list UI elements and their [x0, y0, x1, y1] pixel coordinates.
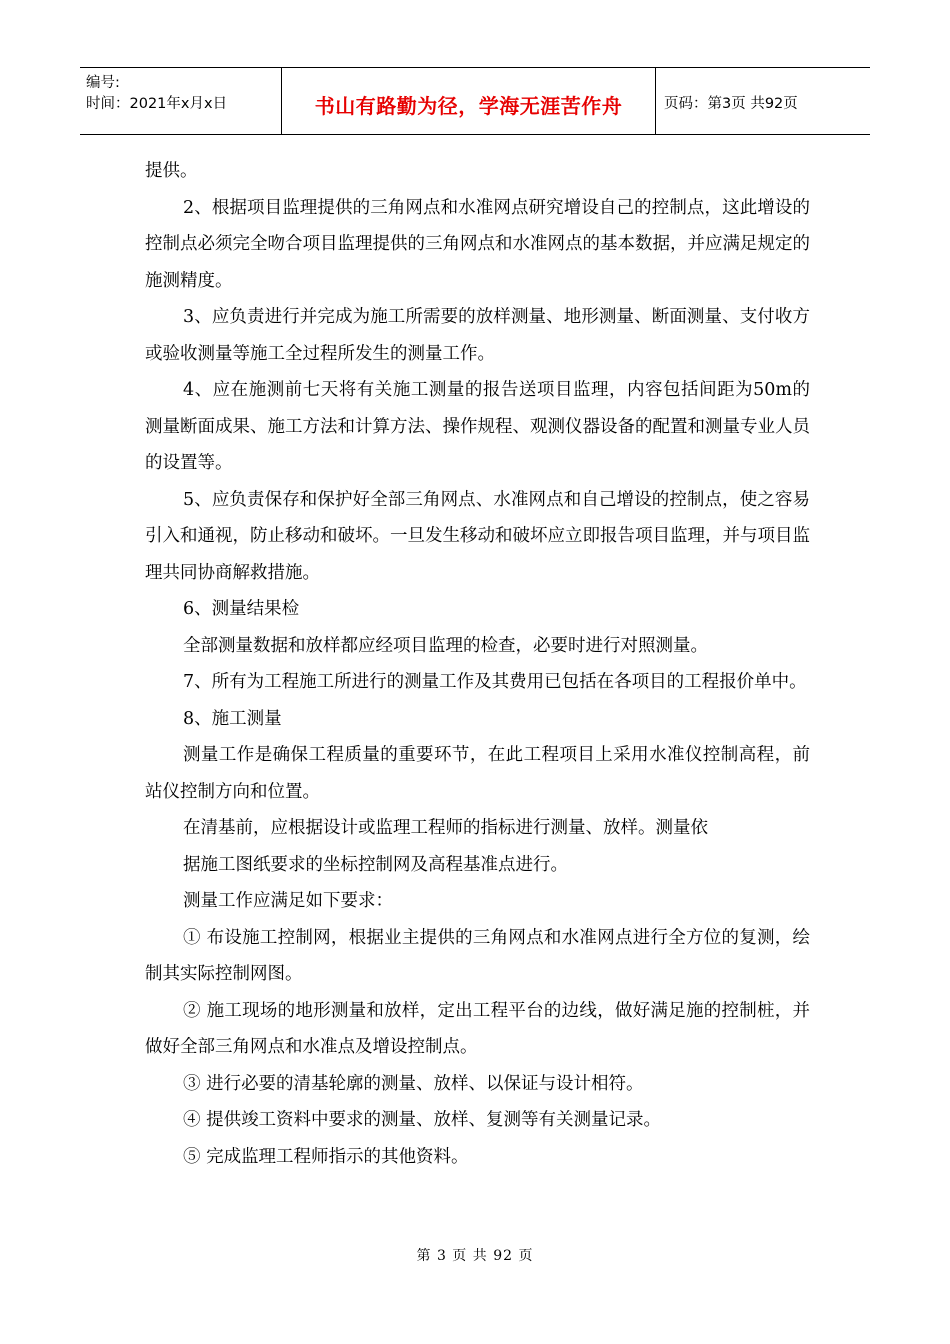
page-footer: 第 3 页 共 92 页 — [416, 1248, 534, 1264]
document-number-label: 编号: — [86, 75, 120, 91]
list-item: ⑤ 完成监理工程师指示的其他资料。 — [183, 1146, 469, 1167]
paragraph: 6、测量结果检 — [183, 599, 300, 619]
header-page-info: 页码：第3页 共92页 — [664, 95, 798, 112]
page-header — [80, 67, 870, 135]
paragraph: 8、施工测量 — [183, 708, 282, 729]
paragraph: 提供。 — [145, 161, 198, 181]
document-body — [145, 153, 810, 1175]
paragraph: 4、应在施测前七天将有关施工测量的报告送项目监理，内容包括间距为50m的测量断面成果、施工方法和计算方法、操作规程、观测仪器设备的配置和测量专业人员的设置等。 — [145, 380, 810, 473]
header-motto: 书山有路勤为径，学海无涯苦作舟 — [282, 68, 656, 134]
document-date: 时间：2021年x月x日 — [86, 96, 228, 112]
paragraph: 在清基前，应根据设计或监理工程师的指标进行测量、放样。测量依 — [183, 818, 708, 838]
paragraph: 据施工图纸要求的坐标控制网及高程基准点进行。 — [183, 854, 568, 875]
paragraph: 测量工作是确保工程质量的重要环节，在此工程项目上采用水准仪控制高程，前站仪控制方向和位置。 — [145, 745, 810, 802]
paragraph: 3、应负责进行并完成为施工所需要的放样测量、地形测量、断面测量、支付收方或验收测量等施工全过程所发生的测量工作。 — [145, 307, 810, 364]
list-item: ① 布设施工控制网，根据业主提供的三角网点和水准网点进行全方位的复测，绘制其实际控制网图。 — [145, 927, 810, 984]
paragraph: 全部测量数据和放样都应经项目监理的检查，必要时进行对照测量。 — [183, 635, 708, 656]
list-item: ③ 进行必要的清基轮廓的测量、放样、以保证与设计相符。 — [183, 1073, 644, 1094]
paragraph: 2、根据项目监理提供的三角网点和水准网点研究增设自己的控制点，这此增设的控制点必须完全吻合项目监理提供的三角网点和水准网点的基本数据，并应满足规定的施测精度。 — [145, 197, 810, 291]
header-meta — [80, 68, 282, 134]
paragraph: 7、所有为工程施工所进行的测量工作及其费用已包括在各项目的工程报价单中。 — [183, 672, 807, 692]
paragraph: 测量工作应满足如下要求： — [183, 891, 393, 911]
paragraph: 5、应负责保存和保护好全部三角网点、水准网点和自己增设的控制点，使之容易引入和通视，防止移动和破坏。一旦发生移动和破坏应立即报告项目监理，并与项目监理共同协商解救措施。 — [145, 489, 810, 583]
list-item: ② 施工现场的地形测量和放样，定出工程平台的边线，做好满足施的控制桩，并做好全部三角网点和水准点及增设控制点。 — [145, 1000, 810, 1057]
list-item: ④ 提供竣工资料中要求的测量、放样、复测等有关测量记录。 — [183, 1110, 662, 1130]
